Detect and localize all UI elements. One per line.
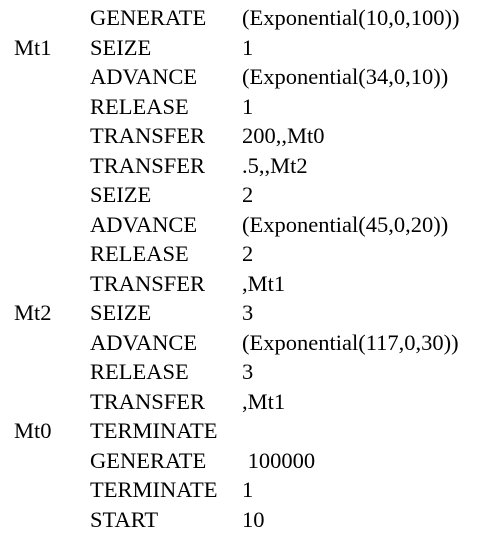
gpss-program-listing — [0, 3, 499, 534]
line-operand: 200,,Mt0 — [242, 123, 325, 148]
line-label: Mt0 — [14, 418, 52, 443]
line-operation: ADVANCE — [90, 329, 198, 355]
code-line — [0, 3, 499, 33]
line-operand: (Exponential(34,0,10)) — [242, 64, 449, 89]
line-label: Mt2 — [14, 300, 52, 325]
line-operation: START — [90, 506, 159, 532]
code-line — [0, 92, 499, 122]
line-operation: SEIZE — [90, 34, 152, 60]
line-operation: RELEASE — [90, 241, 189, 266]
line-operation: ADVANCE — [90, 211, 198, 237]
code-line — [0, 298, 499, 328]
code-line — [0, 387, 499, 417]
line-operand: 1 — [242, 34, 254, 60]
code-line — [0, 328, 499, 358]
line-operand: 100000 — [242, 447, 316, 473]
line-operation: RELEASE — [90, 93, 189, 119]
line-operand: 2 — [242, 182, 254, 207]
line-operation: TRANSFER — [90, 270, 206, 296]
line-operation: TERMINATE — [90, 418, 218, 443]
line-operand: 1 — [242, 93, 254, 119]
code-line — [0, 269, 499, 299]
line-operand: (Exponential(117,0,30)) — [242, 329, 459, 355]
code-line — [0, 416, 499, 446]
line-operation: ADVANCE — [90, 64, 198, 89]
line-operand: ,Mt1 — [242, 388, 286, 414]
line-operation: GENERATE — [90, 447, 207, 473]
line-operand: 3 — [242, 300, 254, 325]
line-operation: TRANSFER — [90, 123, 206, 148]
code-line — [0, 239, 499, 269]
line-label: Mt1 — [14, 34, 52, 60]
line-operand: ,Mt1 — [242, 270, 286, 296]
line-operation: RELEASE — [90, 359, 189, 384]
line-operand: .5,,Mt2 — [242, 152, 308, 178]
code-line — [0, 151, 499, 181]
line-operand: 1 — [242, 477, 254, 502]
line-operand: 3 — [242, 359, 254, 384]
code-line — [0, 121, 499, 151]
code-line — [0, 33, 499, 63]
line-operation: GENERATE — [90, 5, 207, 30]
line-operation: TERMINATE — [90, 477, 218, 502]
line-operand: (Exponential(10,0,100)) — [242, 5, 460, 30]
code-line — [0, 180, 499, 210]
code-line — [0, 505, 499, 535]
line-operand: (Exponential(45,0,20)) — [242, 211, 449, 237]
line-operand: 10 — [242, 506, 265, 532]
code-line — [0, 210, 499, 240]
line-operation: TRANSFER — [90, 152, 206, 178]
line-operand: 2 — [242, 241, 254, 266]
code-line — [0, 446, 499, 476]
line-operation: SEIZE — [90, 300, 152, 325]
code-line — [0, 357, 499, 387]
line-operation: SEIZE — [90, 182, 152, 207]
line-operation: TRANSFER — [90, 388, 206, 414]
code-line — [0, 62, 499, 92]
code-line — [0, 475, 499, 505]
